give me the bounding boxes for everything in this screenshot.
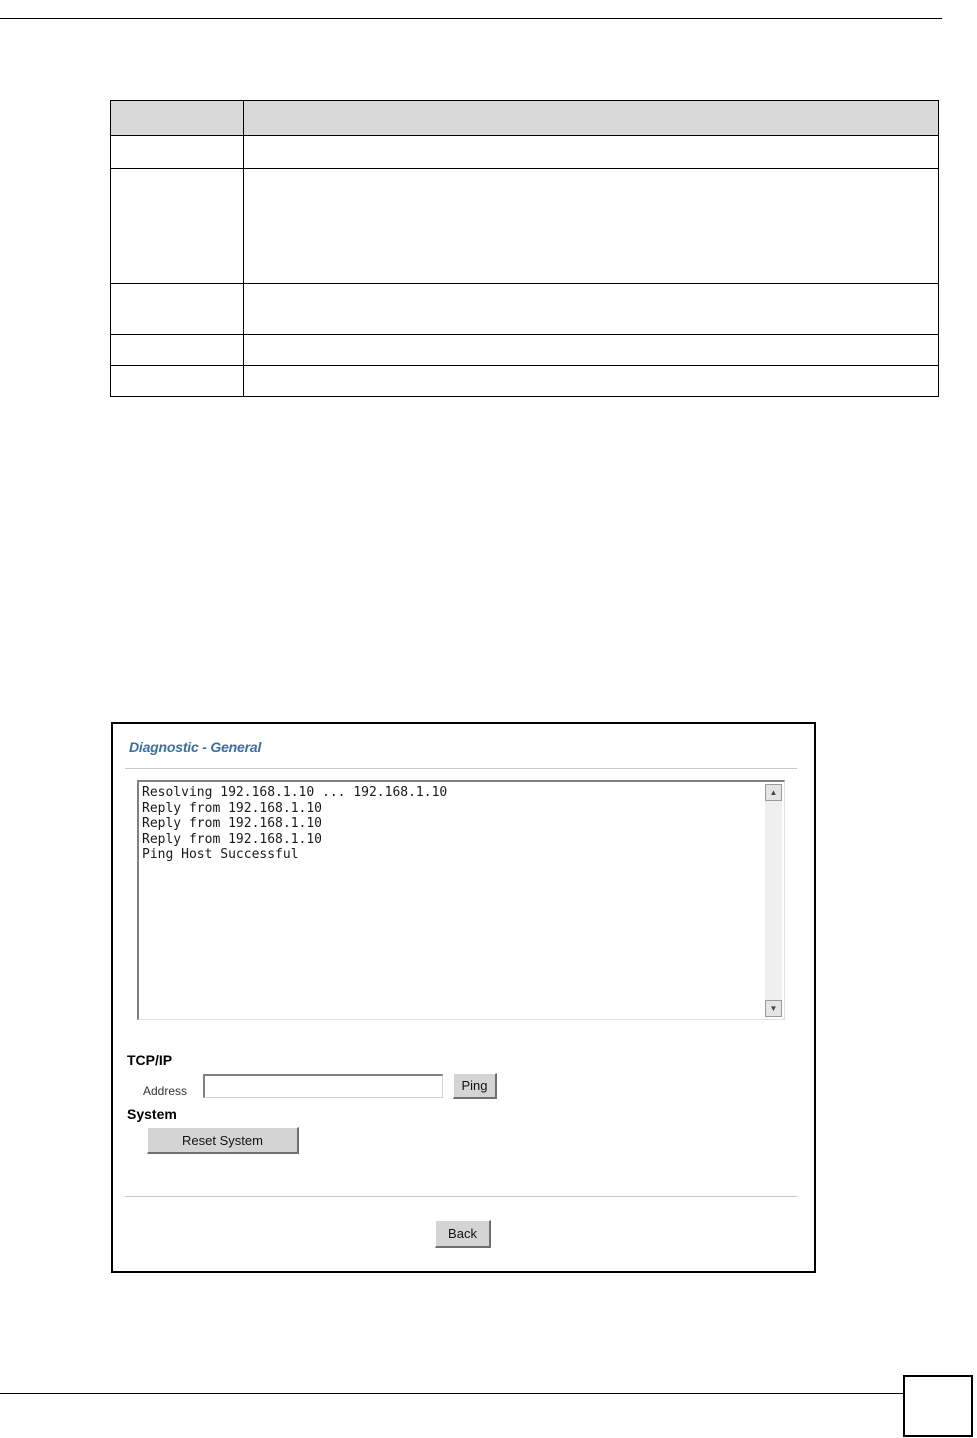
arrow-down-icon: ▼ — [769, 1004, 778, 1013]
log-line: Reply from 192.168.1.10 — [142, 816, 323, 832]
diagnostic-log[interactable] — [137, 780, 785, 1020]
scroll-down-button[interactable] — [765, 1000, 782, 1017]
table-cell — [111, 284, 244, 335]
arrow-up-icon: ▲ — [769, 788, 778, 797]
table-cell — [244, 366, 939, 397]
log-line: Resolving 192.168.1.10 ... 192.168.1.10 — [142, 785, 448, 800]
tcpip-section-label: TCP/IP — [127, 1052, 173, 1068]
footer-rule — [0, 1393, 903, 1394]
ping-button[interactable]: Ping — [453, 1073, 497, 1099]
table-cell — [244, 284, 939, 335]
scroll-up-button[interactable] — [765, 784, 782, 801]
back-button[interactable]: Back — [435, 1220, 491, 1248]
reset-system-button[interactable]: Reset System — [147, 1127, 299, 1154]
table-cell — [111, 136, 244, 169]
log-line: Ping Host Successful — [142, 847, 299, 863]
table-row — [111, 335, 939, 366]
table-cell — [244, 335, 939, 366]
table-cell — [111, 169, 244, 284]
table-row — [111, 169, 939, 284]
log-line: Reply from 192.168.1.10 — [142, 831, 323, 847]
table-row — [111, 366, 939, 397]
panel-title: Diagnostic - General — [129, 739, 262, 755]
field-description-table — [110, 100, 939, 397]
system-section-label: System — [127, 1106, 177, 1122]
log-scrollbar[interactable] — [765, 784, 782, 1017]
bottom-divider — [125, 1196, 797, 1197]
log-text — [142, 785, 447, 863]
table-cell — [244, 136, 939, 169]
table-row — [111, 284, 939, 335]
table-cell — [111, 366, 244, 397]
table-header-row — [111, 101, 939, 136]
log-line: Reply from 192.168.1.10 — [142, 800, 323, 816]
header-rule — [0, 18, 942, 19]
address-label: Address — [143, 1084, 188, 1098]
table-row — [111, 136, 939, 169]
table-header-cell — [244, 101, 939, 136]
title-divider — [125, 768, 797, 769]
diagnostic-screen — [111, 722, 816, 1273]
address-input[interactable] — [203, 1074, 443, 1098]
page-number-box — [903, 1375, 973, 1437]
table-cell — [111, 335, 244, 366]
table-header-cell — [111, 101, 244, 136]
table-cell — [244, 169, 939, 284]
